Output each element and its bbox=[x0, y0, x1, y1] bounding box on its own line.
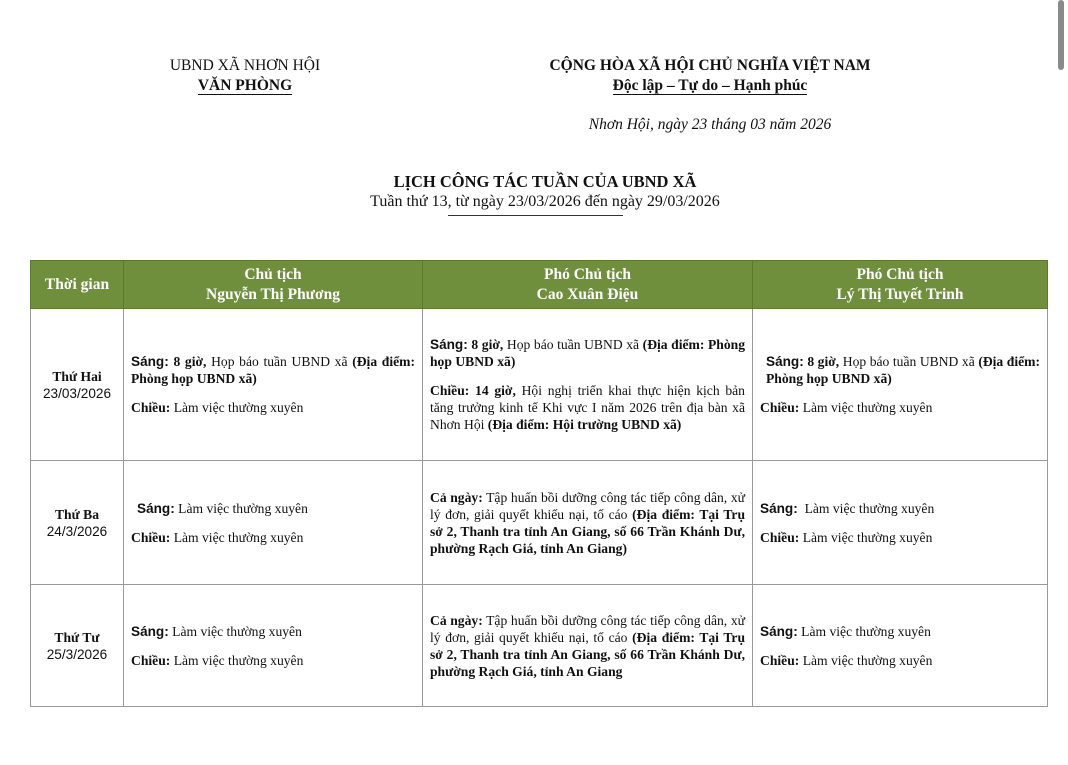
schedule-cell: Sáng: Làm việc thường xuyên Chiều: Làm việc thường xuyên bbox=[753, 585, 1048, 707]
column-header-chairwoman: Chủ tịch Nguyễn Thị Phương bbox=[124, 261, 423, 309]
office-name: VĂN PHÒNG bbox=[197, 77, 293, 94]
schedule-cell: Sáng: Làm việc thường xuyên Chiều: Làm việc thường xuyên bbox=[124, 461, 423, 585]
vertical-scrollbar[interactable] bbox=[1058, 0, 1064, 70]
day-cell: Thứ Hai 23/03/2026 bbox=[31, 309, 124, 461]
schedule-cell: Sáng: 8 giờ, Họp báo tuần UBND xã (Địa điểm: Phòng họp UBND xã) Chiều: Làm việc thường xuyên bbox=[124, 309, 423, 461]
document-title-block bbox=[250, 172, 840, 212]
table-row bbox=[31, 309, 1048, 461]
title-divider bbox=[448, 215, 623, 216]
schedule-cell: Sáng: 8 giờ, Họp báo tuần UBND xã (Địa điểm: Phòng họp UBND xã) Chiều: 14 giờ, Hội nghị triển khai thực hiện kịch bản tăng trưởng kinh tế Khi vực I năm 2026 trên địa bàn xã Nhơn Hội (Địa điểm: Hội trường UBND xã) bbox=[423, 309, 753, 461]
national-header bbox=[500, 56, 920, 96]
schedule-cell: Cả ngày: Tập huấn bồi dưỡng công tác tiếp công dân, xử lý đơn, giải quyết khiếu nại, tố cáo (Địa điểm: Tại Trụ sở 2, Thanh tra tỉnh An Giang, số 66 Trần Khánh Dư, phường Rạch Giá, tỉnh An Giang) bbox=[423, 461, 753, 585]
column-header-vice-chair-1: Phó Chủ tịch Cao Xuân Điệu bbox=[423, 261, 753, 309]
table-row bbox=[31, 585, 1048, 707]
schedule-cell: Sáng: Làm việc thường xuyên Chiều: Làm việc thường xuyên bbox=[753, 461, 1048, 585]
national-title: CỘNG HÒA XÃ HỘI CHỦ NGHĨA VIỆT NAM bbox=[549, 57, 871, 74]
table-row bbox=[31, 461, 1048, 585]
day-cell: Thứ Ba 24/3/2026 bbox=[31, 461, 124, 585]
schedule-cell: Sáng: Làm việc thường xuyên Chiều: Làm việc thường xuyên bbox=[124, 585, 423, 707]
column-header-vice-chair-2: Phó Chủ tịch Lý Thị Tuyết Trinh bbox=[753, 261, 1048, 309]
schedule-cell: Cả ngày: Tập huấn bồi dưỡng công tác tiếp công dân, xử lý đơn, giải quyết khiếu nại, tố cáo (Địa điểm: Tại Trụ sở 2, Thanh tra tỉnh An Giang, số 66 Trần Khánh Dư, phường Rạch Giá, tỉnh An Giang bbox=[423, 585, 753, 707]
agency-header bbox=[140, 56, 350, 96]
table-header-row bbox=[31, 261, 1048, 309]
day-cell: Thứ Tư 25/3/2026 bbox=[31, 585, 124, 707]
document-subtitle: Tuần thứ 13, từ ngày 23/03/2026 đến ngày 29/03/2026 bbox=[370, 193, 720, 210]
column-header-time: Thời gian bbox=[31, 261, 124, 309]
document-date: Nhơn Hội, ngày 23 tháng 03 năm 2026 bbox=[588, 116, 832, 133]
national-motto: Độc lập – Tự do – Hạnh phúc bbox=[612, 77, 808, 94]
document-title: LỊCH CÔNG TÁC TUẦN CỦA UBND XÃ bbox=[393, 172, 697, 191]
weekly-schedule-table bbox=[30, 260, 1048, 707]
agency-name: UBND XÃ NHƠN HỘI bbox=[169, 57, 321, 74]
schedule-cell: Sáng: 8 giờ, Họp báo tuần UBND xã (Địa điểm: Phòng họp UBND xã) Chiều: Làm việc thường xuyên bbox=[753, 309, 1048, 461]
